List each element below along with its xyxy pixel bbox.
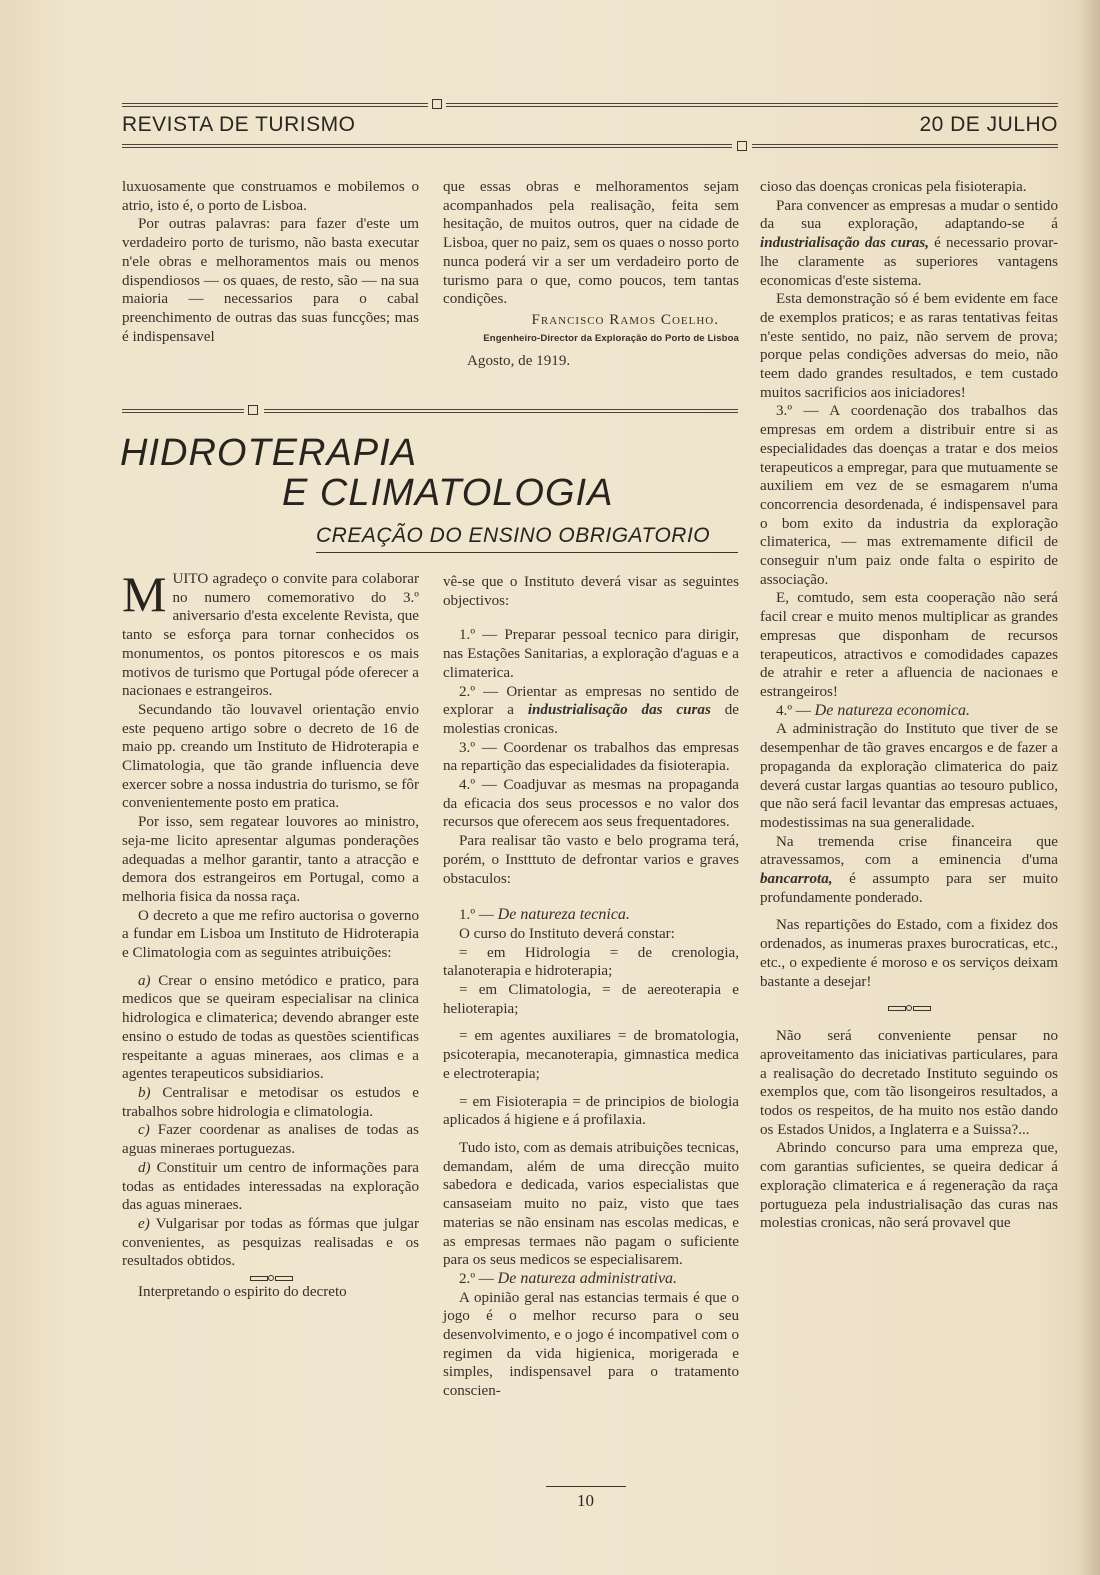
article-title-line2: E CLIMATOLOGIA [282, 472, 614, 514]
text-run: Centralisar e metodisar os estudos e trabalhos sobre hidrologia e climatologia. [122, 1084, 419, 1120]
header-ornament-square-2 [737, 141, 747, 151]
article-date: Agosto, de 1919. [467, 353, 571, 370]
paragraph: O curso do Instituto deverá constar: [459, 925, 675, 942]
objective-item: 1.º — Preparar pessoal tecnico para dirigir, nas Estações Sanitarias, a exploração d'aguas e a climaterica. [443, 627, 739, 681]
emphasis: bancarrota, [760, 871, 833, 888]
heading-number: 2.º — [459, 1270, 494, 1287]
section-rule-right [264, 409, 738, 413]
list-marker: b) [138, 1084, 151, 1101]
section-ornament [250, 1275, 292, 1281]
header-rule-bottom-left [122, 144, 732, 148]
running-head-title: REVISTA DE TURISMO [122, 113, 356, 136]
objective-item: 3.º — Coordenar os trabalhos das empresas na repartição das especialidades da fisioterapia. [443, 739, 739, 775]
objective-item [443, 683, 739, 739]
list-marker: c) [138, 1122, 150, 1139]
list-item: = em Fisioterapia = de principios de biologia aplicados á higiene e á profilaxia. [443, 1093, 739, 1129]
list-item [122, 972, 419, 1084]
paragraph: Nas repartições do Estado, com a fixidez dos ordenados, as inumeras praxes burocraticas, etc., etc., o expediente é moroso e os serviços deixam bastante a desejar! [760, 917, 1058, 990]
header-rule-top-left [122, 103, 428, 107]
list-item: = em Hidrologia = de crenologia, talanoterapia e hidroterapia; [443, 944, 739, 980]
text-run: Constituir um centro de informações para todas as entidades interessadas na exploração das aguas mineraes. [122, 1159, 419, 1214]
text-run: UITO agradeço o convite para colaborar no numero comemorativo do 3.º aniversario d'esta excelente Revista, que tanto se esforça para tornar conhecidos os monumentos, os pontos pitorescos e os mais motivos de turismo que Portugal póde oferecer a nacionaes e estrangeiros. [122, 571, 419, 700]
footer-rule [546, 1486, 626, 1487]
list-item [122, 1159, 419, 1215]
heading-text: De natureza economica. [814, 701, 971, 719]
section-rule-left [122, 409, 244, 413]
paragraph: cioso das doenças cronicas pela fisioterapia. [760, 179, 1027, 195]
running-head-date: 20 DE JULHO [919, 113, 1058, 136]
header-rule-bottom-right [752, 144, 1058, 148]
paragraph: Por outras palavras: para fazer d'este um verdadeiro porto de turismo, não basta executar n'ele obras e melhoramentos mais ou menos dispendiosos — os quaes, de resto, são — na sua maioria — necessarios para o cabal preenchimento de outras das suas funcções; mas é indispensavel [122, 216, 419, 345]
subtitle-underline [316, 552, 738, 553]
heading-number: 1.º — [459, 907, 494, 924]
list-item [122, 1084, 419, 1121]
text-run: 2.º — Orientar as empresas no sentido de explorar a [443, 683, 739, 719]
right-column [760, 178, 1058, 1233]
list-item [122, 1215, 419, 1271]
text-run: Para convencer as empresas a mudar o sentido da sua exploração, adaptando-se á [760, 197, 1058, 233]
emphasis: industrialisação das curas, [760, 235, 930, 252]
drop-cap: M [122, 566, 167, 622]
article-title-line1: HIDROTERAPIA [120, 432, 418, 474]
section-ornament-square [248, 405, 258, 415]
top-left-column [122, 178, 419, 346]
paragraph: Não será conveniente pensar no aproveitamento das iniciativas particulares, para a realisação do decretado Instituto seguindo os exemplos que, com tão lisongeiros resultados, a todos os respeitos, de ha muito nos estão dando os Estados Unidos, a Inglaterra e a Suissa?... [760, 1028, 1058, 1138]
page-number: 10 [577, 1491, 594, 1510]
paragraph [760, 197, 1058, 291]
paragraph: A opinião geral nas estancias termais é que o jogo é o melhor recurso para o seu desenvolvimento, e o jogo é incompativel com o regimen da vida higienica, morigerada e simples, indispensavel para o tratamento conscien- [443, 1289, 739, 1400]
heading-number: 4.º — [776, 702, 811, 719]
section-heading [443, 906, 739, 925]
paragraph: Interpretando o espirito do decreto [138, 1284, 347, 1301]
paragraph: A administração do Instituto que tiver de se desempenhar de tão graves encargos e de fazer a propaganda da exploração climaterica do paiz deverá custar largas quantias ao tesouro publico, que não será facil levantar das empresas actuaes, modestissimas na sua generalidade. [760, 721, 1058, 831]
text-run: é assumpto para ser muito profundamente ponderado. [760, 871, 1058, 906]
text-run: de molestias cronicas. [443, 702, 739, 737]
objective-item: 4.º — Coadjuvar as mesmas na propaganda da eficacia dos seus processos e no valor dos recursos que oferecem aos seus frequentadores. [443, 777, 739, 831]
author-role: Engenheiro-Director da Exploração do Porto de Lisboa [483, 332, 739, 344]
paragraph: Tudo isto, com as demais atribuições tecnicas, demandam, além de uma direcção muito sabedora e dedicada, varios especialistas que cansaseiam muito no paiz, visto que taes materias se não ensinam nas escolas medicas, e as empresas termaes não pagam o suficiente para os seus medicos se especialisarem. [443, 1139, 739, 1269]
header-ornament-square [432, 99, 442, 109]
paragraph: Para realisar tão vasto e belo programa terá, porém, o Instttuto de defrontar varios e graves obstaculos: [443, 833, 739, 887]
paragraph: Por isso, sem regatear louvores ao ministro, seja-me licito apresentar algumas ponderações adequadas a melhor garantir, tanto a atracção e demora dos estrangeiros em Portugal, como a melhoria fisica da nossa raça. [122, 814, 419, 905]
paragraph: Esta demonstração só é bem evidente em face de exemplos praticos; e as raras tentativas feitas n'este sentido, no paiz, não servem de prova; porque pelas condições adversas do meio, não teem dado grandes resultados, e tem custado muitos sacrificios aos iniciadores! [760, 291, 1058, 401]
list-item: = em agentes auxiliares = de bromatologia, psicoterapia, mecanoterapia, gimnastica medica e electroterapia; [443, 1028, 739, 1082]
article-column-1 [122, 566, 420, 1302]
heading-text: De natureza tecnica. [497, 906, 630, 924]
paragraph: vê-se que o Instituto deverá visar as seguintes objectivos: [443, 574, 739, 609]
section-ornament [888, 1005, 930, 1011]
text-run: Vulgarisar por todas as fórmas que julgar convenientes, as pesquizas realisadas e os resultados obtidos. [122, 1215, 419, 1270]
paragraph: 3.º — A coordenação dos trabalhos das empresas em ordem a distribuir entre si as especialidades das doenças a tratar e dos meios terapeuticos a empregar, para que mutuamente se auxiliem em vez de se esmagarem n'uma concorrencia desordenada, é indispensavel para o bom exito da industria da exploração climaterica, — mas extremamente dificil de conseguir n'um paiz onde falta o espirito de associação. [760, 403, 1058, 588]
text-run: é necessario provar-lhe claramente as superiores vantagens economicas d'este sistema. [760, 235, 1058, 289]
paragraph [122, 566, 419, 701]
top-middle-column [443, 178, 739, 371]
article-subtitle: CREAÇÃO DO ENSINO OBRIGATORIO [316, 524, 711, 547]
article-column-2 [443, 573, 739, 1401]
paragraph: luxuosamente que construamos e mobilemos o atrio, isto é, o porto de Lisboa. [122, 179, 419, 214]
paragraph [760, 833, 1058, 908]
text-run: Crear o ensino metódico e pratico, para medicos que se queiram especialisar na clinica hidrologica e climaterica; devendo abranger este ensino o estudo de todas as questões scientificas respeitante a aguas mineraes, aos climas e a agentes terapeuticos subsidiarios. [122, 972, 419, 1083]
list-marker: d) [138, 1159, 151, 1176]
section-heading [443, 1270, 739, 1289]
paragraph: que essas obras e melhoramentos sejam acompanhados pela realisação, feita sem hesitação, de muitos outros, quer na cidade de Lisboa, quer no paiz, sem os quaes o nosso porto nunca poderá vir a ser um verdadeiro porto de turismo para o que, como poucos, tem tantas condições. [443, 179, 739, 308]
author-name: Francisco Ramos Coelho. [531, 311, 719, 328]
paragraph: O decreto a que me refiro auctorisa o governo a fundar em Lisboa um Instituto de Hidroterapia e Climatologia com as seguintes atribuições: [122, 907, 419, 962]
list-item [122, 1121, 419, 1158]
paragraph: Secundando tão louvavel orientação envio este pequeno artigo sobre o decreto de 16 de maio pp. creando um Instituto de Hidroterapia e Climatologia, que tão grande influencia deve exercer sobre a nossa industria do turismo, se fôr convenientemente posto em pratica. [122, 701, 419, 812]
list-item: = em Climatologia, = de aereoterapia e helioterapia; [443, 982, 739, 1017]
emphasis: industrialisação das curas [527, 702, 711, 719]
text-run: Fazer coordenar as analises de todas as aguas mineraes portuguezas. [122, 1122, 420, 1158]
list-marker: e) [138, 1215, 150, 1232]
paragraph: Abrindo concurso para uma empreza que, com garantias suficientes, se queira dedicar á exploração climaterica e á regeneração da raça portugueza pela industrialisação das curas nas molestias cronicas, não será provavel que [760, 1140, 1058, 1232]
section-heading [760, 702, 1058, 721]
header-rule-top-right [446, 103, 1058, 107]
page-edge-shadow [1078, 0, 1100, 1575]
paragraph: E, comtudo, sem esta cooperação não será facil crear e muito menos multiplicar as grandes empresas que disponham de recursos terapeuticos, atractivos e comodidades capazes de atrahir e reter a afluencia de nacionaes e estrangeiros! [760, 590, 1058, 700]
heading-text: De natureza administrativa. [497, 1269, 678, 1287]
text-run: Na tremenda crise financeira que atravessamos, com a eminencia d'uma [760, 833, 1058, 869]
list-marker: a) [138, 972, 151, 989]
